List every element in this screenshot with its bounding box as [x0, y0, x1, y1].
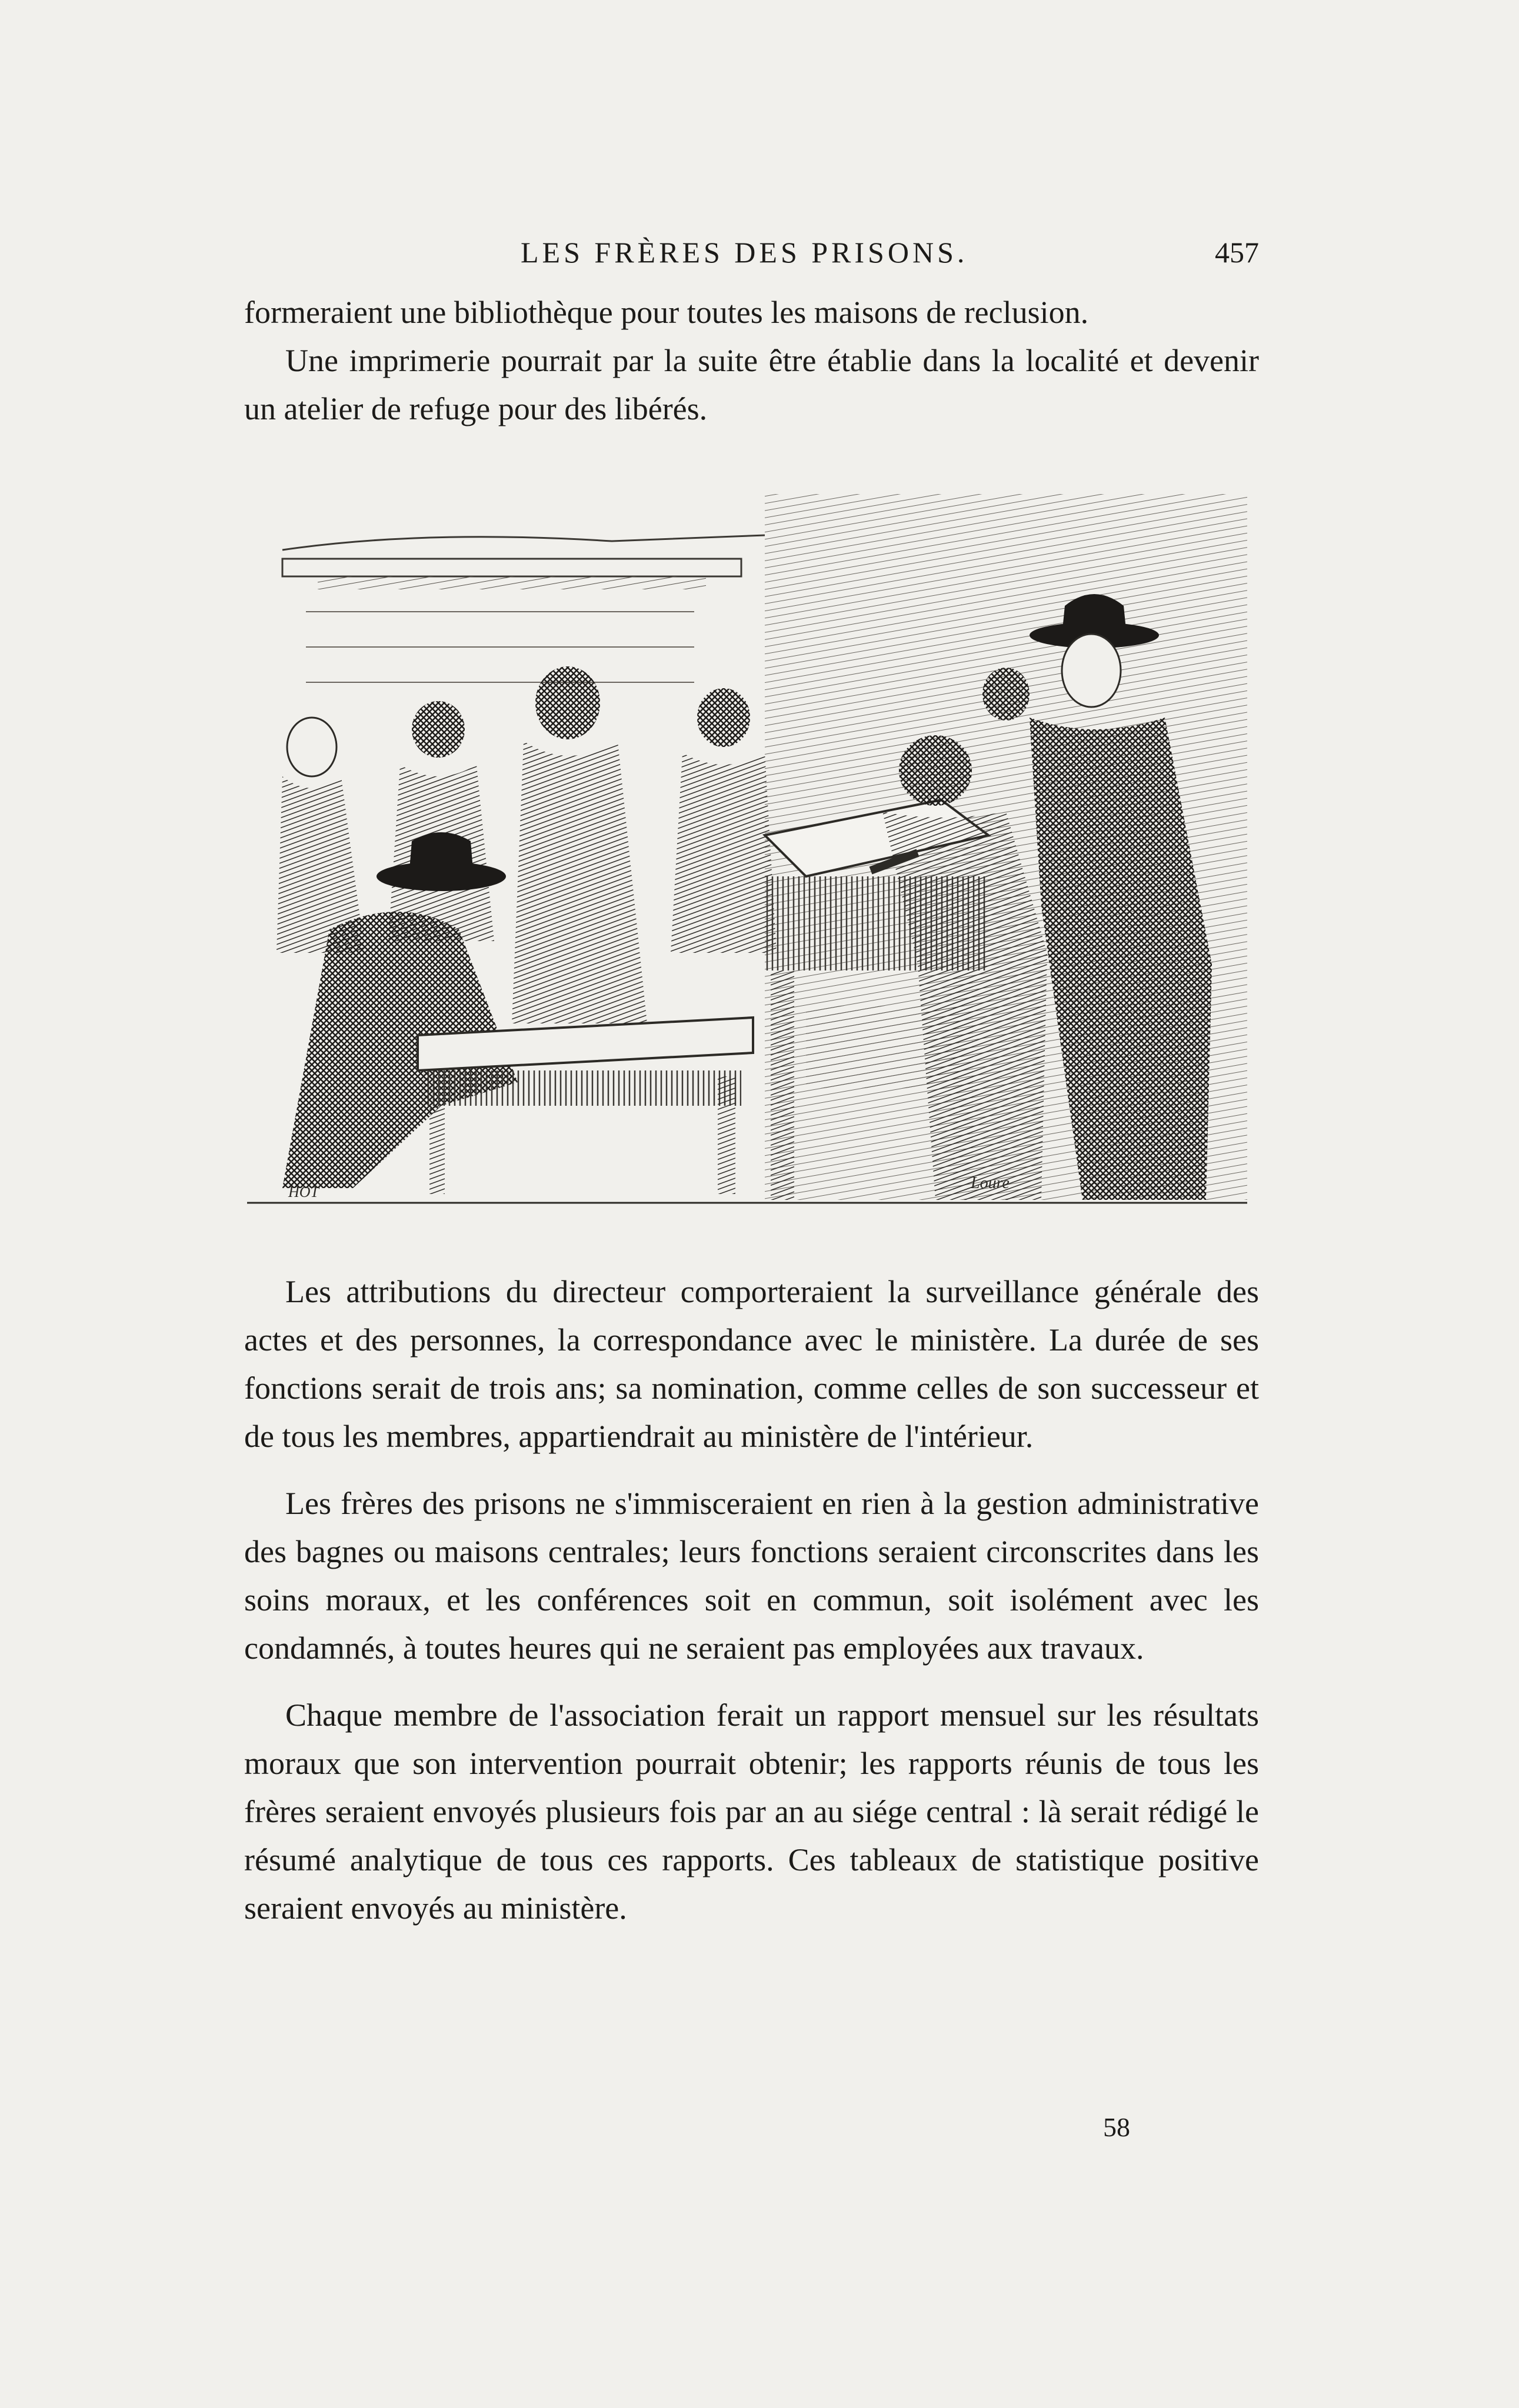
paragraph: Les attributions du directeur comporteraient la surveillance générale des actes et des personnes, la correspondance avec le ministère. La durée de ses fonctions serait de trois ans; sa nomination, comme celles de son successeur et de tous les membres, appartiendrait au ministère de l'intérieur.: [244, 1274, 1259, 1454]
engraving-illustration: [247, 494, 1247, 1206]
paragraph: Une imprimerie pourrait par la suite être établie dans la localité et devenir un atelier de refuge pour des libérés.: [244, 343, 1259, 426]
illustrator-signature-left: HOT: [288, 1183, 319, 1200]
top-text-block: [244, 288, 1259, 433]
bottom-text-block: [244, 1268, 1259, 1932]
paragraph: Chaque membre de l'association ferait un rapport mensuel sur les résultats moraux que son intervention pourrait obtenir; les rapports réunis de tous les frères seraient envoyés plusieurs fois par an au siége central : là serait rédigé le résumé analytique de tous ces rapports. Ces tableaux de statistique positive seraient envoyés au ministère.: [244, 1697, 1259, 1926]
left-writing-desk: [418, 1018, 753, 1194]
page-number: 457: [1215, 236, 1259, 269]
engraver-signature-right: Loure: [971, 1174, 1010, 1192]
printer-signature-mark: 58: [1103, 2112, 1130, 2142]
page-header: [244, 235, 1259, 282]
ceiling-beam: [282, 535, 765, 682]
running-title: LES FRÈRES DES PRISONS.: [521, 236, 968, 269]
paragraph: Les frères des prisons ne s'immisceraient en rien à la gestion administrative des bagnes ou maisons centrales; leurs fonctions seraient circonscrites dans les soins moraux, et les conférences soit en commun, soit isolément avec les condamnés, à toutes heures qui ne seraient pas employées aux travaux.: [244, 1486, 1259, 1666]
paragraph: formeraient une bibliothèque pour toutes les maisons de reclusion.: [244, 295, 1089, 330]
